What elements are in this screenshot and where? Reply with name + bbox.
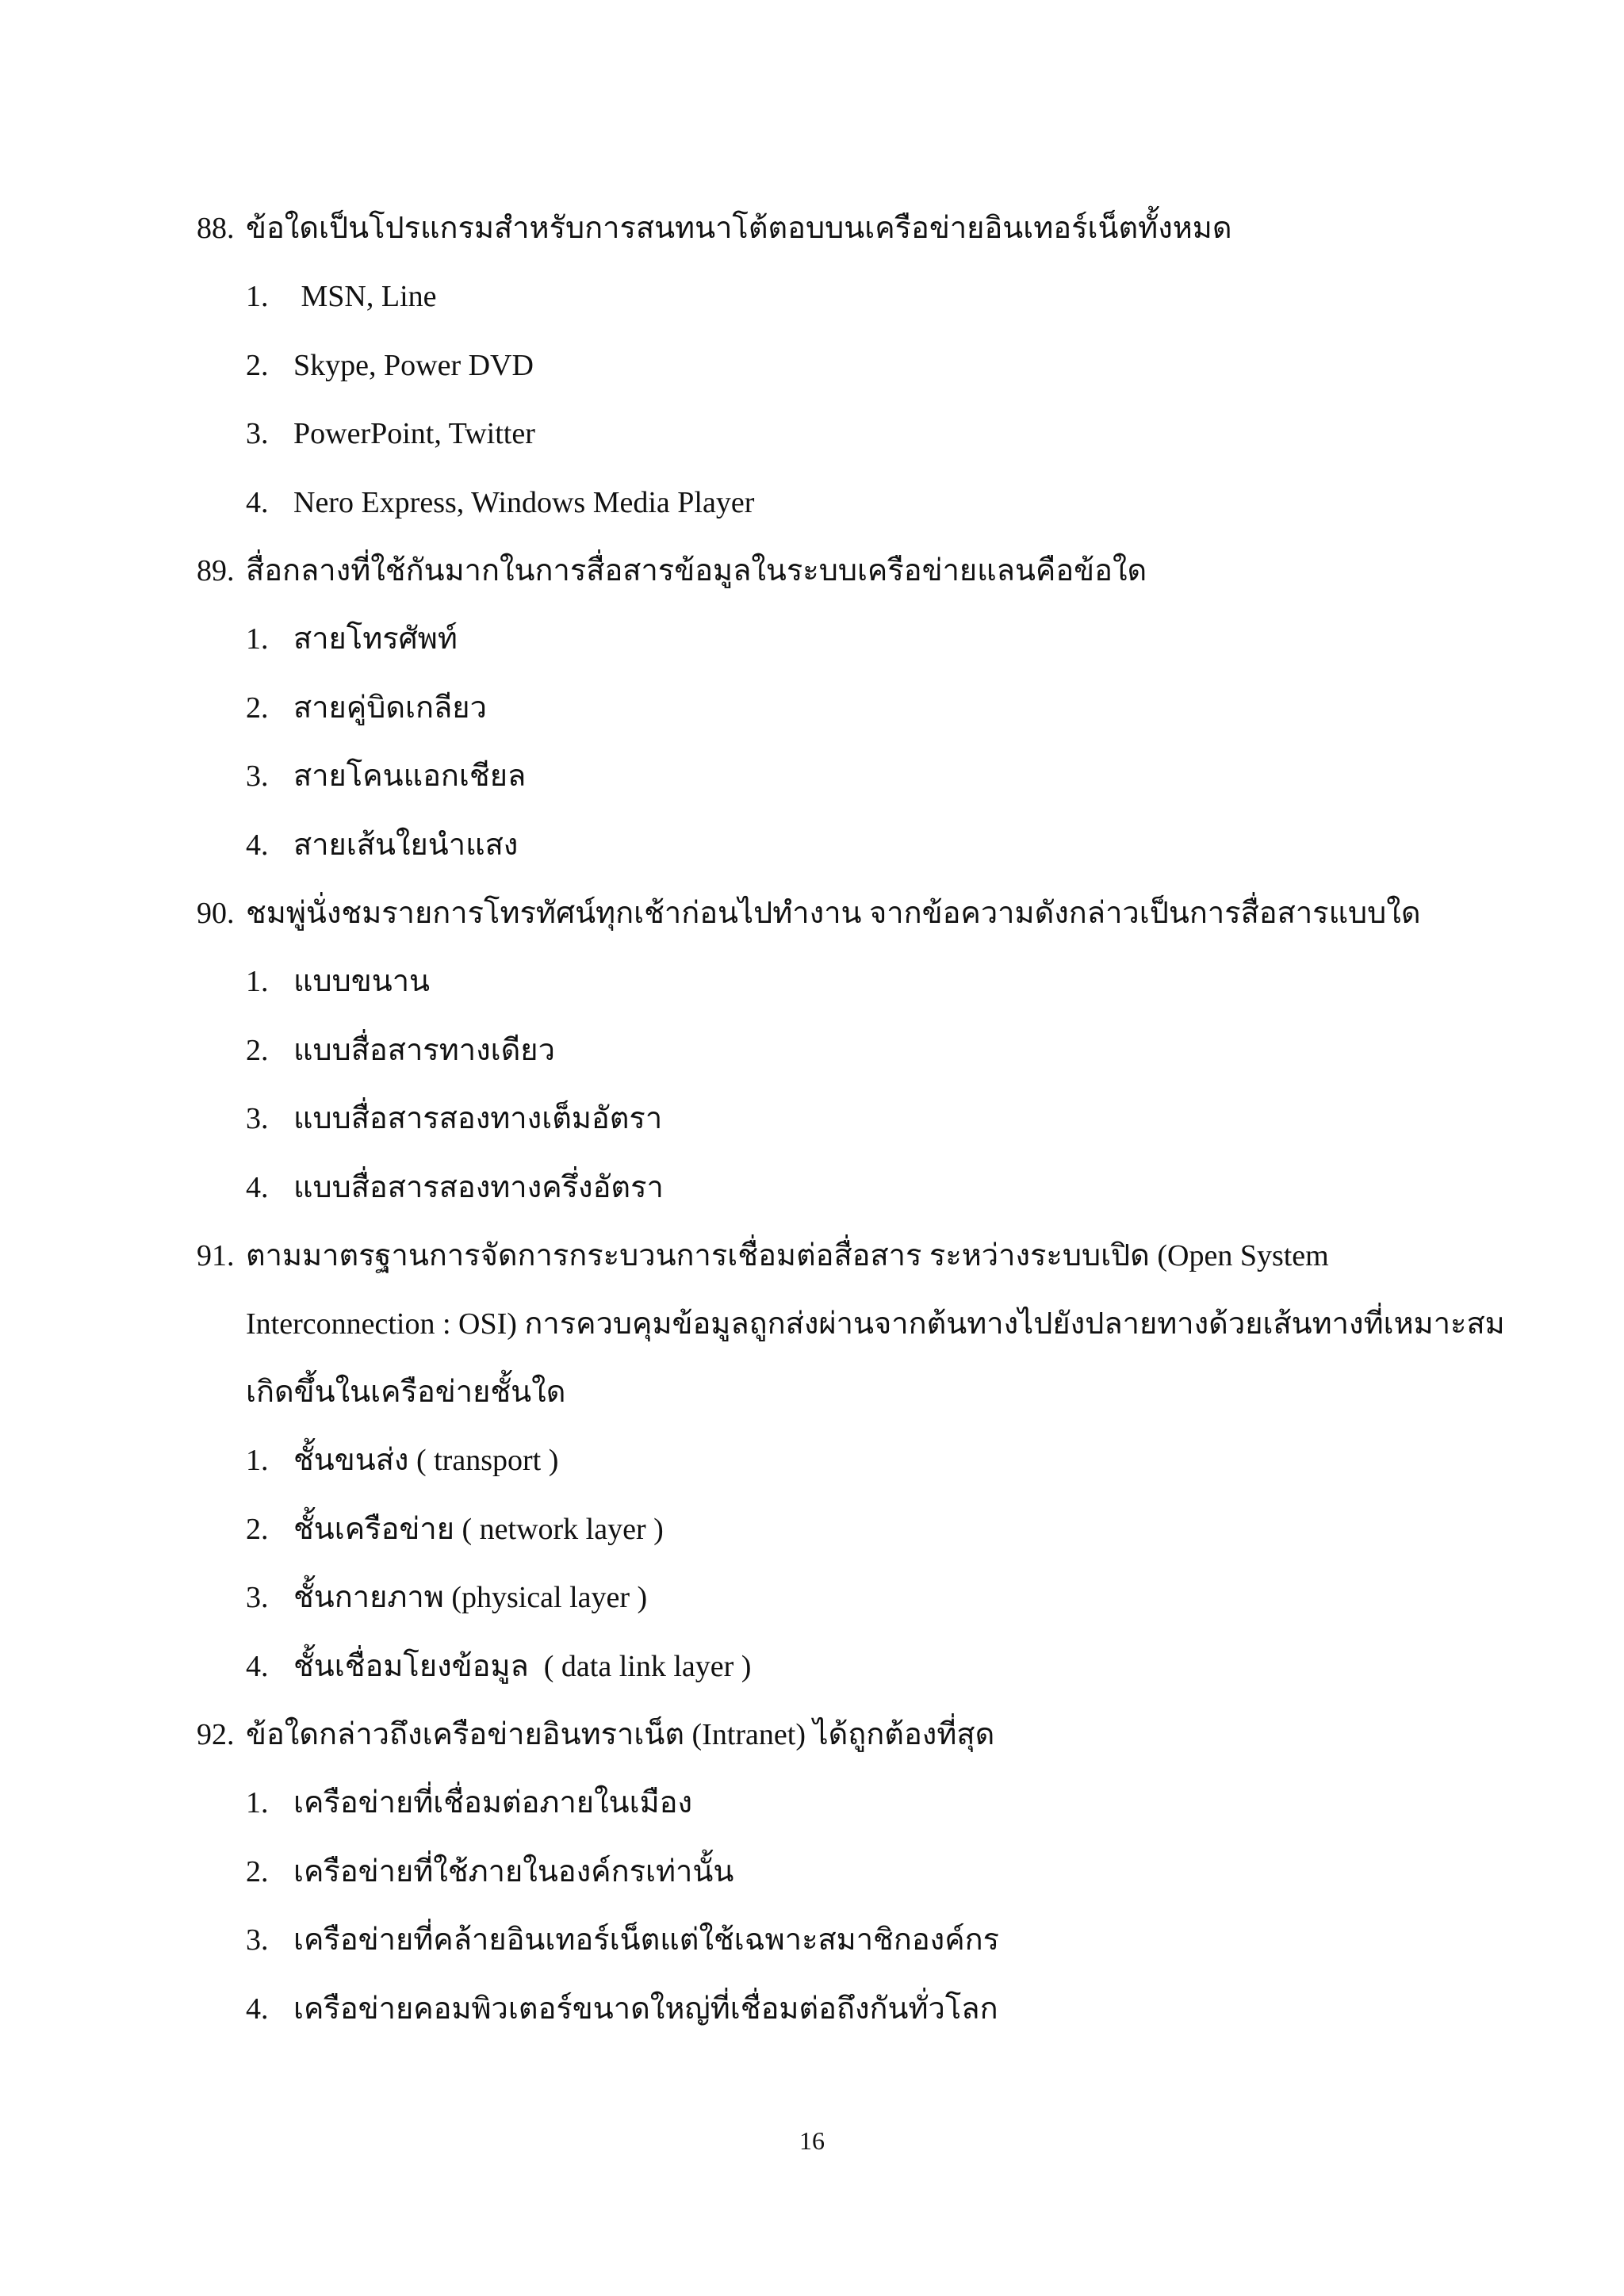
question-text: ข้อใดเป็นโปรแกรมสำหรับการสนทนาโต้ตอบบนเครือข่ายอินเทอร์เน็ตทั้งหมด <box>246 212 1232 245</box>
option-number: 4. <box>246 1992 269 2026</box>
question-90 <box>197 879 1434 1222</box>
option-text: Nero Express, Windows Media Player <box>293 485 755 519</box>
option-text: สายเส้นใยนำแสง <box>293 828 519 862</box>
question-number: 91. <box>197 1239 235 1272</box>
option-text: MSN, Line <box>293 280 437 313</box>
option-text: ชั้นกายภาพ (physical layer ) <box>293 1581 648 1614</box>
question-91 <box>197 1222 1505 1701</box>
question-stem <box>197 194 1434 262</box>
answer-options <box>197 262 1434 537</box>
answer-option <box>197 1906 1434 1975</box>
option-number: 1. <box>246 1786 269 1820</box>
question-stem <box>197 1701 1434 1769</box>
question-number: 89. <box>197 554 235 587</box>
option-text: สายคู่บิดเกลียว <box>293 691 487 725</box>
answer-option <box>197 1632 1434 1701</box>
option-text: ชั้นเครือข่าย ( network layer ) <box>293 1512 664 1546</box>
option-text: เครือข่ายที่เชื่อมต่อภายในเมือง <box>293 1786 693 1820</box>
answer-option <box>197 947 1434 1016</box>
option-number: 2. <box>246 1854 269 1888</box>
answer-option <box>197 1426 1434 1495</box>
answer-option <box>197 400 1434 469</box>
option-text: สายโทรศัพท์ <box>293 622 458 656</box>
answer-option <box>197 1495 1434 1564</box>
option-number: 4. <box>246 485 269 519</box>
answer-option <box>197 1563 1434 1632</box>
question-text-continued: เกิดขึ้นในเครือข่ายชั้นใด <box>246 1376 566 1409</box>
question-text-continued: Interconnection : OSI) การควบคุมข้อมูลถูกส่งผ่านจากต้นทางไปยังปลายทางด้วยเส้นทางที่เหมาะสม <box>246 1307 1505 1341</box>
option-text: เครือข่ายที่คล้ายอินเทอร์เน็ตแต่ใช้เฉพาะสมาชิกองค์กร <box>293 1923 1000 1957</box>
option-text: เครือข่ายที่ใช้ภายในองค์กรเท่านั้น <box>293 1854 734 1888</box>
option-number: 4. <box>246 1170 269 1204</box>
answer-option <box>197 1085 1434 1154</box>
page-number: 16 <box>799 2126 825 2155</box>
option-number: 1. <box>246 965 269 998</box>
option-number: 1. <box>246 280 269 313</box>
option-text: ชั้นขนส่ง ( transport ) <box>293 1444 559 1477</box>
answer-option <box>197 742 1434 811</box>
option-number: 2. <box>246 691 269 725</box>
option-number: 3. <box>246 760 269 793</box>
answer-option <box>197 1154 1434 1223</box>
option-number: 4. <box>246 828 269 862</box>
question-text: ตามมาตรฐานการจัดการกระบวนการเชื่อมต่อสื่อสาร ระหว่างระบบเปิด (Open System <box>246 1239 1329 1272</box>
answer-options <box>197 1426 1434 1701</box>
question-88 <box>197 194 1434 537</box>
answer-options <box>197 947 1434 1222</box>
answer-option <box>197 331 1434 400</box>
answer-option <box>197 1838 1434 1907</box>
question-stem <box>197 1222 1434 1290</box>
answer-option <box>197 469 1434 538</box>
option-number: 1. <box>246 622 269 656</box>
option-number: 2. <box>246 348 269 382</box>
option-number: 2. <box>246 1512 269 1546</box>
option-text: สายโคนแอกเชียล <box>293 760 527 793</box>
answer-option <box>197 1016 1434 1085</box>
question-number: 92. <box>197 1718 235 1751</box>
option-number: 3. <box>246 1581 269 1614</box>
option-number: 3. <box>246 1923 269 1957</box>
question-stem <box>197 537 1434 605</box>
answer-options <box>197 605 1434 879</box>
question-text: ข้อใดกล่าวถึงเครือข่ายอินทราเน็ต (Intranet) ได้ถูกต้องที่สุด <box>246 1718 995 1751</box>
question-number: 88. <box>197 212 235 245</box>
question-text: ชมพู่นั่งชมรายการโทรทัศน์ทุกเช้าก่อนไปทำงาน จากข้อความดังกล่าวเป็นการสื่อสารแบบใด <box>246 897 1421 930</box>
option-number: 4. <box>246 1649 269 1683</box>
question-92 <box>197 1701 1434 2043</box>
answer-option <box>197 811 1434 880</box>
question-text: สื่อกลางที่ใช้กันมากในการสื่อสารข้อมูลในระบบเครือข่ายแลนคือข้อใด <box>246 554 1147 587</box>
option-text: แบบสื่อสารสองทางเต็มอัตรา <box>293 1102 663 1135</box>
answer-option <box>197 1975 1434 2044</box>
option-text: PowerPoint, Twitter <box>293 417 535 450</box>
option-text: แบบขนาน <box>293 965 431 998</box>
option-text: เครือข่ายคอมพิวเตอร์ขนาดใหญ่ที่เชื่อมต่อถึงกันทั่วโลก <box>293 1992 998 2026</box>
question-stem <box>197 879 1434 947</box>
option-number: 3. <box>246 1102 269 1135</box>
option-text: แบบสื่อสารสองทางครึ่งอัตรา <box>293 1170 664 1204</box>
option-text: ชั้นเชื่อมโยงข้อมูล ( data link layer ) <box>293 1649 752 1683</box>
answer-options <box>197 1769 1434 2043</box>
answer-option <box>197 605 1434 674</box>
option-text: Skype, Power DVD <box>293 348 534 382</box>
answer-option <box>197 1769 1434 1838</box>
option-number: 2. <box>246 1033 269 1067</box>
question-89 <box>197 537 1434 879</box>
option-text: แบบสื่อสารทางเดียว <box>293 1033 555 1067</box>
answer-option <box>197 674 1434 743</box>
answer-option <box>197 262 1434 331</box>
question-number: 90. <box>197 897 235 930</box>
option-number: 3. <box>246 417 269 450</box>
option-number: 1. <box>246 1444 269 1477</box>
